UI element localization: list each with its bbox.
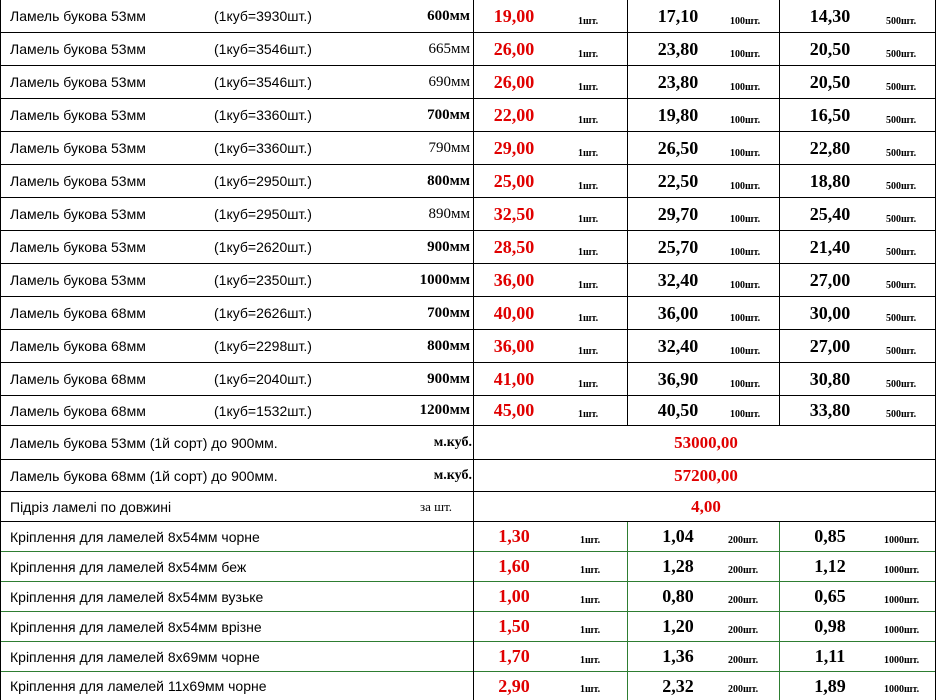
qty-1: 1шт. [578,247,599,258]
table-row [0,99,936,132]
price-1: 1,00 [498,586,530,606]
price-1: 2,90 [498,675,530,696]
qty-3: 1000шт. [884,595,920,606]
length: 900мм [427,370,470,387]
table-row [0,363,936,396]
grid-line [0,0,1,700]
bulk-price: 57200,00 [674,465,738,485]
length: 790мм [428,139,470,156]
per-cube: (1куб=2950шт.) [214,206,312,222]
price-1: 28,50 [493,236,535,257]
unit: за шт. [419,498,453,514]
price-1: 22,00 [493,104,535,125]
length: 700мм [427,304,470,321]
qty-2: 100шт. [730,280,761,291]
price-3: 14,30 [809,5,851,26]
per-cube: (1куб=3546шт.) [214,41,312,57]
qty-3: 500шт. [886,82,917,93]
item-name: Ламель букова 53мм [10,173,146,189]
bulk-price: 53000,00 [674,432,738,452]
price-2: 22,50 [657,170,699,191]
qty-3: 1000шт. [884,535,920,546]
table-row [0,0,936,33]
qty-3: 500шт. [886,49,917,60]
price-2: 2,32 [662,675,694,696]
price-2: 36,90 [657,368,699,389]
item-name: Ламель букова 53мм [10,206,146,222]
per-cube: (1куб=2350шт.) [214,272,312,288]
qty-3: 1000шт. [884,655,920,666]
price-3: 0,85 [814,526,846,546]
qty-2: 200шт. [728,565,759,576]
item-name: Ламель букова 53мм [10,272,146,288]
price-1: 32,50 [493,203,535,224]
qty-1: 1шт. [580,684,601,695]
price-3: 1,11 [814,646,846,666]
price-1: 1,70 [498,646,530,666]
price-2: 1,04 [662,526,694,546]
price-2: 1,20 [662,616,694,636]
qty-1: 1шт. [578,409,599,420]
price-3: 30,00 [809,302,851,323]
price-1: 1,60 [498,556,530,576]
qty-1: 1шт. [580,565,601,576]
length: 900мм [427,238,470,255]
price-1: 41,00 [493,368,535,389]
qty-2: 200шт. [728,684,759,695]
qty-1: 1шт. [578,82,599,93]
item-name: Кріплення для ламелей 8х54мм чорне [10,528,260,545]
price-1: 40,00 [493,302,535,323]
price-1: 19,00 [493,5,535,26]
length: 700мм [427,106,470,123]
table-row [0,132,936,165]
table-row [0,460,936,492]
price-2: 25,70 [657,236,699,257]
price-1: 26,00 [493,71,535,92]
price-2: 32,40 [657,269,699,290]
price-1: 36,00 [493,335,535,356]
table-row [0,522,936,552]
grid-line [627,0,628,426]
qty-3: 500шт. [886,247,917,258]
price-2: 1,36 [662,646,694,666]
qty-2: 200шт. [728,625,759,636]
price-1: 26,00 [493,38,535,59]
length: 800мм [427,337,470,354]
item-name: Кріплення для ламелей 8х54мм врізне [10,618,262,635]
qty-3: 500шт. [886,115,917,126]
table-row [0,642,936,672]
price-3: 25,40 [809,203,851,224]
grid-line [779,522,780,700]
qty-1: 1шт. [578,280,599,291]
item-name: Ламель букова 53мм [10,8,146,24]
qty-2: 100шт. [730,115,761,126]
qty-1: 1шт. [580,595,601,606]
per-cube: (1куб=1532шт.) [214,402,312,419]
price-3: 22,80 [809,137,851,158]
per-cube: (1куб=2950шт.) [214,173,312,189]
qty-2: 100шт. [730,346,761,357]
qty-2: 100шт. [730,247,761,258]
item-name: Кріплення для ламелей 8х69мм чорне [10,648,260,665]
item-name: Ламель букова 68мм [10,402,146,419]
length: 600мм [427,7,470,24]
qty-3: 1000шт. [884,625,920,636]
qty-3: 500шт. [886,181,917,192]
item-name: Кріплення для ламелей 8х54мм беж [10,558,247,575]
price-3: 33,80 [809,400,851,420]
price-3: 20,50 [809,38,851,59]
table-row [0,672,936,700]
item-name: Кріплення для ламелей 11х69мм чорне [10,678,267,694]
per-cube: (1куб=3930шт.) [214,8,312,24]
item-name: Ламель букова 53мм [10,74,146,90]
qty-1: 1шт. [580,655,601,666]
qty-3: 500шт. [886,379,917,390]
unit: м.куб. [433,467,472,483]
price-2: 0,80 [662,586,694,606]
qty-2: 100шт. [730,313,761,324]
per-cube: (1куб=2626шт.) [214,305,312,321]
price-2: 29,70 [657,203,699,224]
qty-2: 100шт. [730,409,761,420]
length: 1000мм [419,271,470,288]
table-row [0,552,936,582]
unit: м.куб. [433,434,472,450]
price-2: 23,80 [657,71,699,92]
qty-3: 500шт. [886,313,917,324]
qty-2: 100шт. [730,214,761,225]
table-row [0,582,936,612]
qty-2: 200шт. [728,655,759,666]
price-3: 27,00 [809,335,851,356]
price-3: 30,80 [809,368,851,389]
item-name: Ламель букова 53мм [10,107,146,123]
price-3: 18,80 [809,170,851,191]
qty-1: 1шт. [578,148,599,159]
qty-3: 500шт. [886,280,917,291]
qty-3: 1000шт. [884,565,920,576]
price-3: 27,00 [809,269,851,290]
qty-3: 500шт. [886,409,917,420]
table-row [0,426,936,460]
qty-2: 100шт. [730,181,761,192]
item-name: Підріз ламелі по довжині [10,498,172,515]
qty-1: 1шт. [580,535,601,546]
length: 690мм [428,73,470,90]
price-2: 40,50 [657,400,699,420]
length: 800мм [427,172,470,189]
price-2: 23,80 [657,38,699,59]
item-name: Ламель букова 53мм [10,239,146,255]
qty-1: 1шт. [578,346,599,357]
item-name: Ламель букова 53мм [10,41,146,57]
price-2: 17,10 [657,5,699,26]
price-1: 1,50 [498,616,530,636]
item-name: Ламель букова 68мм [10,338,146,354]
price-3: 21,40 [809,236,851,257]
item-name: Ламель букова 68мм (1й сорт) до 900мм. [10,467,278,484]
length: 665мм [428,40,470,57]
grid-line [627,522,628,700]
qty-3: 500шт. [886,16,917,27]
price-1: 29,00 [493,137,535,158]
qty-2: 200шт. [728,535,759,546]
table-row [0,330,936,363]
price-2: 26,50 [657,137,699,158]
qty-3: 1000шт. [884,684,920,695]
per-cube: (1куб=3546шт.) [214,74,312,90]
price-3: 0,98 [814,616,846,636]
table-row [0,231,936,264]
price-1: 36,00 [493,269,535,290]
price-1: 45,00 [493,400,535,420]
qty-3: 500шт. [886,214,917,225]
price-1: 1,30 [498,526,530,546]
table-row [0,66,936,99]
grid-line [779,0,780,426]
price-3: 20,50 [809,71,851,92]
price-3: 1,89 [814,675,846,696]
qty-1: 1шт. [578,379,599,390]
item-name: Ламель букова 68мм [10,371,146,387]
length: 1200мм [419,402,470,418]
table-row [0,492,936,522]
qty-1: 1шт. [578,16,599,27]
qty-1: 1шт. [578,214,599,225]
per-cube: (1куб=3360шт.) [214,140,312,156]
item-name: Ламель букова 53мм (1й сорт) до 900мм. [10,434,278,451]
per-cube: (1куб=3360шт.) [214,107,312,123]
table-row [0,612,936,642]
qty-1: 1шт. [578,181,599,192]
price-3: 1,12 [814,556,846,576]
grid-line [473,0,474,700]
price-3: 16,50 [809,104,851,125]
qty-1: 1шт. [578,115,599,126]
qty-2: 100шт. [730,82,761,93]
qty-2: 100шт. [730,148,761,159]
price-2: 36,00 [657,302,699,323]
price-2: 32,40 [657,335,699,356]
table-row [0,297,936,330]
qty-2: 200шт. [728,595,759,606]
qty-2: 100шт. [730,49,761,60]
table-row [0,165,936,198]
per-cube: (1куб=2298шт.) [214,338,312,354]
qty-2: 100шт. [730,379,761,390]
item-name: Кріплення для ламелей 8х54мм вузьке [10,588,264,605]
price-1: 25,00 [493,170,535,191]
per-cube: (1куб=2040шт.) [214,371,312,387]
length: 890мм [428,205,470,222]
item-name: Ламель букова 53мм [10,140,146,156]
qty-1: 1шт. [578,49,599,60]
qty-3: 500шт. [886,346,917,357]
qty-1: 1шт. [580,625,601,636]
table-row [0,396,936,426]
qty-1: 1шт. [578,313,599,324]
price-2: 19,80 [657,104,699,125]
qty-2: 100шт. [730,16,761,27]
item-name: Ламель букова 68мм [10,305,146,321]
bulk-price: 4,00 [691,496,721,516]
price-3: 0,65 [814,586,846,606]
per-cube: (1куб=2620шт.) [214,239,312,255]
qty-3: 500шт. [886,148,917,159]
price-2: 1,28 [662,556,694,576]
table-row [0,198,936,231]
table-row [0,264,936,297]
table-row [0,33,936,66]
